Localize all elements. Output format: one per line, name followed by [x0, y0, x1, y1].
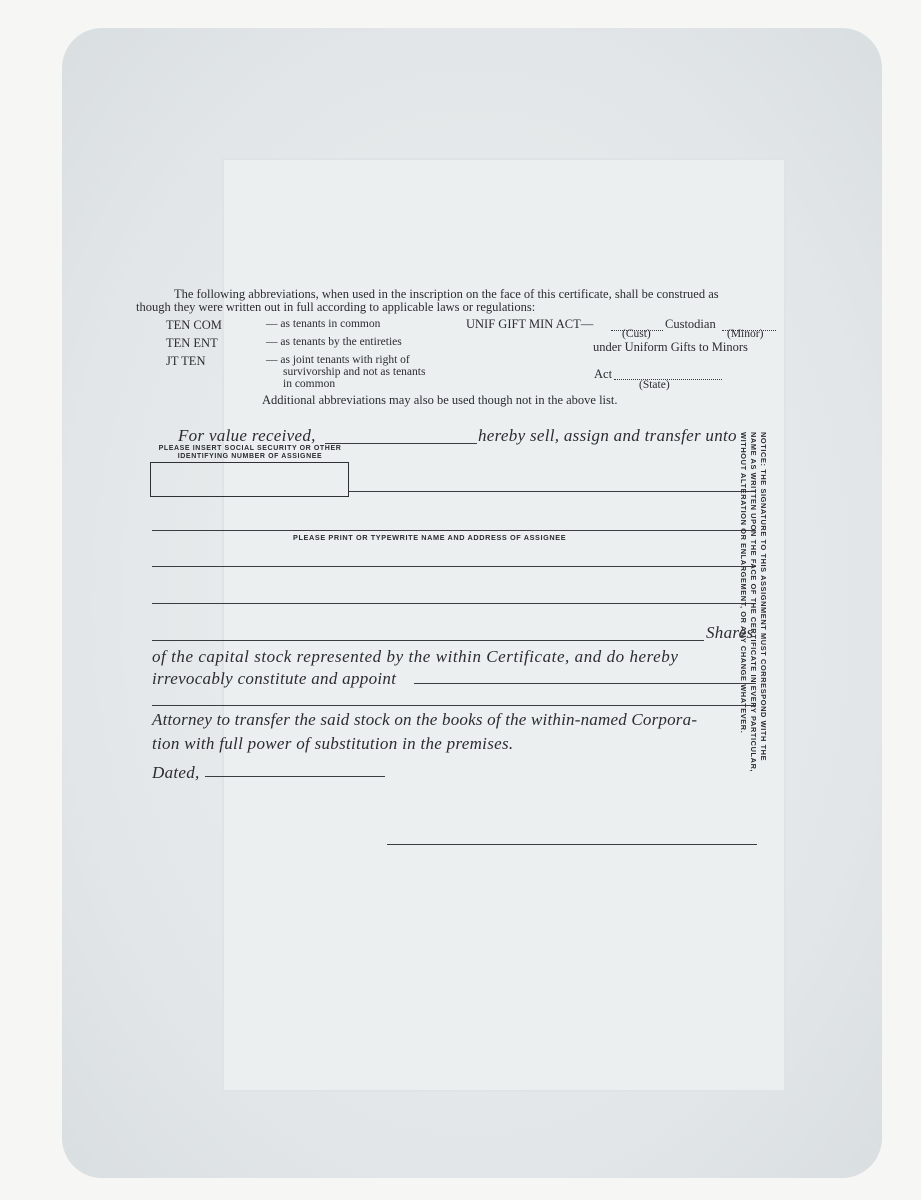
attorney-blank[interactable]	[414, 683, 756, 684]
ssn-label-1: PLEASE INSERT SOCIAL SECURITY OR OTHER	[158, 445, 342, 452]
assignee-line-2[interactable]	[152, 530, 756, 531]
hereby-sell-text: hereby sell, assign and transfer unto	[478, 426, 737, 445]
print-name-label: PLEASE PRINT OR TYPEWRITE NAME AND ADDRESS OF ASSIGNEE	[293, 533, 567, 542]
under-uniform-label: under Uniform Gifts to Minors	[593, 340, 748, 354]
signature-notice	[738, 432, 768, 772]
abbr-meaning-jt-ten: — as joint tenants with right of	[266, 354, 410, 366]
date-blank[interactable]	[205, 776, 385, 777]
intro-line-2: though they were written out in full according to applicable laws or regulations:	[136, 300, 536, 314]
ssn-box[interactable]	[150, 462, 349, 497]
notice-line-1: NOTICE: THE SIGNATURE TO THIS ASSIGNMENT MUST CORRESPOND WITH THE	[759, 432, 768, 762]
jt-ten-continued-1: survivorship and not as tenants	[283, 366, 426, 378]
abbr-meaning-ten-com: — as tenants in common	[266, 318, 381, 330]
attorney-line-2[interactable]	[152, 705, 756, 706]
attorney-text-2: tion with full power of substitution in the premises.	[152, 734, 514, 753]
abbr-code-ten-com: TEN COM	[166, 318, 222, 332]
ssn-label-2: IDENTIFYING NUMBER OF ASSIGNEE	[177, 453, 323, 460]
intro-line-1: The following abbreviations, when used in the inscription on the face of this certificate, shall be construed as	[174, 287, 719, 301]
dated-label: Dated,	[152, 763, 200, 782]
assignee-line-1[interactable]	[349, 491, 756, 492]
assignee-line-3[interactable]	[152, 566, 756, 567]
notice-line-3: WITHOUT ALTERATION OR ENLARGEMENT, OR ANY CHANGE WHATEVER.	[739, 432, 748, 734]
irrevocably-text: irrevocably constitute and appoint	[152, 669, 397, 688]
attorney-text-1: Attorney to transfer the said stock on the books of the within-named Corpora-	[152, 710, 698, 729]
unif-gift-label: UNIF GIFT MIN ACT—	[466, 317, 594, 331]
abbr-code-ten-ent: TEN ENT	[166, 336, 218, 350]
act-label: Act	[594, 367, 613, 381]
signature-line[interactable]	[387, 844, 757, 845]
assignee-line-4[interactable]	[152, 603, 756, 604]
custodian-label: Custodian	[665, 317, 716, 331]
capital-stock-text: of the capital stock represented by the within Certificate, and do hereby	[152, 647, 679, 666]
shares-blank[interactable]	[152, 640, 704, 641]
state-sublabel: (State)	[639, 379, 670, 391]
notice-line-2: NAME AS WRITTEN UPON THE FACE OF THE CERTIFICATE IN EVERY PARTICULAR,	[749, 432, 758, 773]
cust-sublabel: (Cust)	[622, 328, 651, 340]
abbr-code-jt-ten: JT TEN	[166, 354, 206, 368]
jt-ten-continued-2: in common	[283, 378, 336, 390]
additional-abbreviations: Additional abbreviations may also be used though not in the above list.	[262, 393, 618, 407]
for-value-received: For value received,	[178, 426, 316, 445]
abbr-meaning-ten-ent: — as tenants by the entireties	[266, 336, 402, 348]
shares-label: Shares	[706, 623, 754, 642]
consideration-blank[interactable]	[325, 443, 477, 444]
minor-sublabel: (Minor)	[727, 328, 764, 340]
